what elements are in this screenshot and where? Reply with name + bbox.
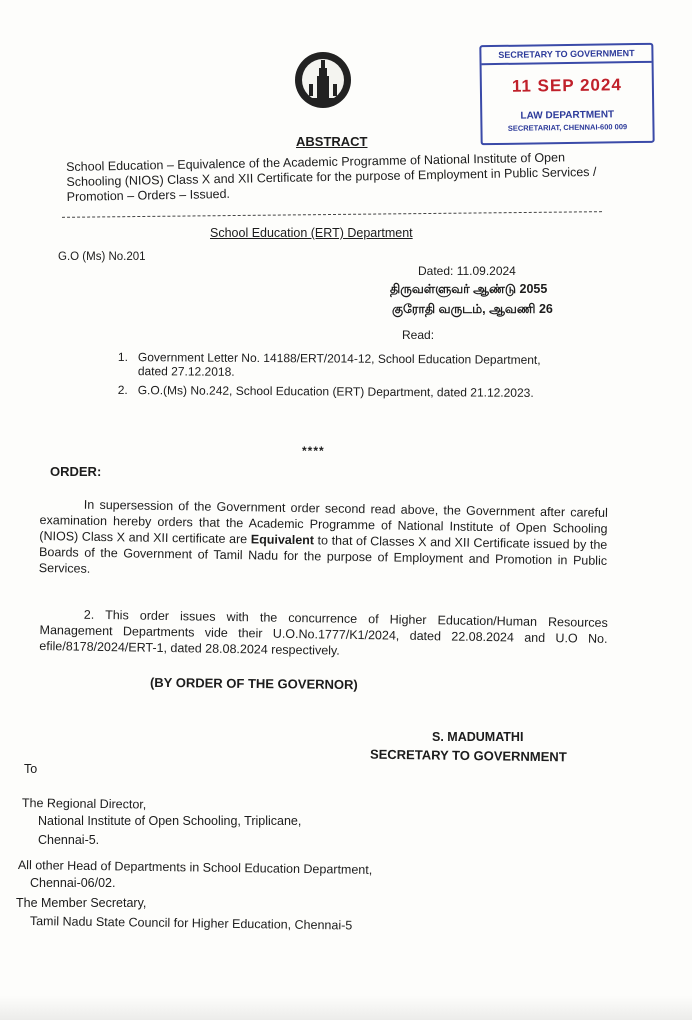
reference-number: 2.: [117, 382, 128, 398]
paragraph-text: to that of Classes X and XII Certificate issued by the Boards of the Government of Tamil Nadu for the purpose of Employment and Promotion in Public Services.: [38, 533, 608, 576]
read-label: Read:: [402, 328, 435, 342]
abstract-title: ABSTRACT: [296, 134, 368, 149]
signatory-title: SECRETARY TO GOVERNMENT: [369, 746, 567, 765]
reference-text: G.O.(Ms) No.242, School Education (ERT) Department, dated 21.12.2023.: [137, 383, 534, 400]
paragraph-text: In supersession of the Government order second read above, the Government after careful examination hereby orders that the Academic Programme of National Institute of Open Schooling (NIOS) Class X and XII certificate are: [39, 497, 608, 547]
addressee-line: Chennai-5.: [38, 833, 100, 847]
stamp-address: SECRETARIAT, CHENNAI-600 009: [507, 122, 628, 133]
equivalent-emphasis: Equivalent: [250, 532, 315, 548]
addressee-line: The Regional Director,: [21, 796, 147, 812]
addressee-line: Chennai-06/02.: [30, 876, 116, 890]
order-paragraph-2: [39, 606, 608, 663]
reference-item: [118, 350, 558, 381]
stamp-header: SECRETARY TO GOVERNMENT: [481, 45, 651, 65]
reference-text: Government Letter No. 14188/ERT/2014-12, School Education Department, dated 27.12.2018.: [137, 350, 541, 379]
reference-list: [118, 350, 558, 405]
addressee-line: National Institute of Open Schooling, Triplicane,: [38, 814, 302, 828]
stamp-department: LAW DEPARTMENT: [520, 109, 615, 122]
reference-item: [118, 383, 558, 400]
department-title: School Education (ERT) Department: [210, 226, 413, 240]
reference-number: 1.: [117, 350, 129, 365]
addressee-line: All other Head of Departments in School Education Department,: [17, 858, 373, 877]
dated-line: Dated: 11.09.2024: [418, 264, 516, 278]
received-stamp: [479, 43, 654, 145]
signatory-name: S. MADUMATHI: [432, 730, 524, 744]
to-label: To: [24, 762, 38, 776]
subject-line: School Education – Equivalence of the Academic Programme of National Institute of Open Schooling (NIOS) Class X and XII Certificate for the purpose of Employment in Public Services / Promotion – Orders – Issued.: [66, 150, 597, 204]
order-paragraph-1: [39, 496, 608, 585]
addressee-line: Tamil Nadu State Council for Higher Education, Chennai-5: [29, 914, 353, 933]
stamp-date: 11 SEP 2024: [511, 75, 622, 96]
order-heading: ORDER:: [50, 464, 102, 479]
page-edge-shadow: [0, 996, 692, 1020]
tamil-month: குரோதி வருடம், ஆவணி 26: [392, 302, 553, 316]
by-order-line: (BY ORDER OF THE GOVERNOR): [149, 674, 358, 693]
tamil-year: திருவள்ளுவர் ஆண்டு 2055: [390, 282, 548, 296]
tamil-nadu-emblem-icon: [292, 46, 354, 118]
paragraph-text: 2. This order issues with the concurrence of Higher Education/Human Resources Management Departments vide their U.O.No.1777/K1/2024, dated 22.08.2024 and U.O No. efile/8178/2024/ERT-1, dated 28.08.2024 respectively.: [39, 607, 608, 658]
go-number: G.O (Ms) No.201: [58, 251, 146, 263]
divider: [62, 211, 602, 218]
separator: ****: [302, 444, 325, 458]
addressee-line: The Member Secretary,: [16, 896, 147, 910]
